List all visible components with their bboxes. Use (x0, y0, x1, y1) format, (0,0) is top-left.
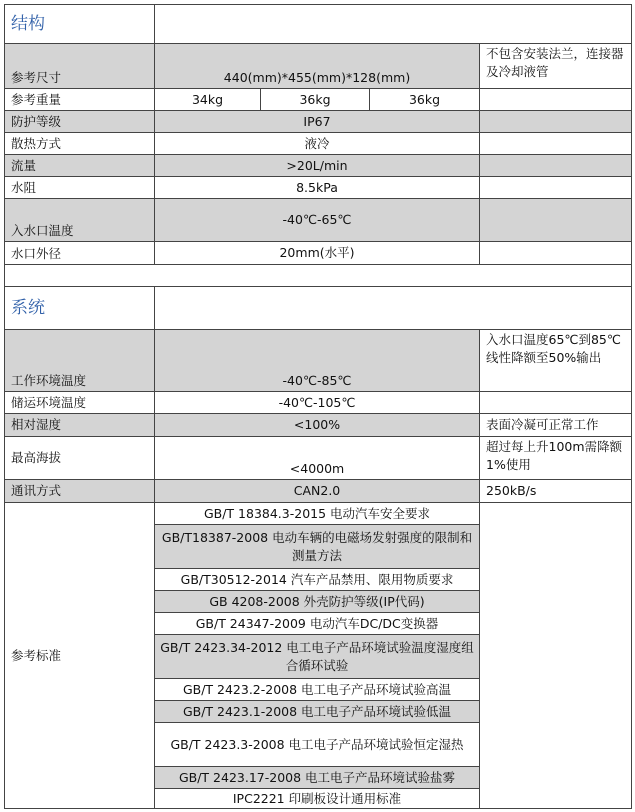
row-value-altitude: <4000m (154, 436, 480, 480)
section-header-blank-2 (154, 286, 632, 330)
row-label-protection: 防护等级 (4, 110, 155, 133)
row-note-storage-temp (479, 391, 632, 414)
row-note-outlet-diameter (479, 241, 632, 265)
row-note-flow (479, 154, 632, 177)
row-label-standards: 参考标准 (4, 502, 155, 809)
standard-item: GB/T30512-2014 汽车产品禁用、限用物质要求 (154, 568, 480, 591)
row-label-humidity: 相对湿度 (4, 413, 155, 437)
row-label-comm: 通讯方式 (4, 479, 155, 503)
row-value-weight-2: 36kg (260, 88, 370, 111)
row-value-protection: IP67 (154, 110, 480, 133)
standard-item: GB/T18387-2008 电动车辆的电磁场发射强度的限制和测量方法 (154, 524, 480, 569)
row-value-cooling: 液冷 (154, 132, 480, 155)
row-value-outlet-diameter: 20mm(水平) (154, 241, 480, 265)
row-note-inlet-temp (479, 198, 632, 242)
row-note-resistance (479, 176, 632, 199)
row-value-size: 440(mm)*455(mm)*128(mm) (154, 43, 480, 89)
row-label-weight: 参考重量 (4, 88, 155, 111)
standard-item: GB/T 2423.3-2008 电工电子产品环境试验恒定湿热 (154, 722, 480, 767)
row-value-flow: >20L/min (154, 154, 480, 177)
section-title-structure: 结构 (4, 4, 155, 44)
row-note-altitude: 超过每上升100m需降额1%使用 (479, 436, 632, 480)
row-label-outlet-diameter: 水口外径 (4, 241, 155, 265)
standard-item: GB/T 18384.3-2015 电动汽车安全要求 (154, 502, 480, 525)
row-label-size: 参考尺寸 (4, 43, 155, 89)
standard-item: GB/T 2423.17-2008 电工电子产品环境试验盐雾 (154, 766, 480, 789)
row-note-humidity: 表面冷凝可正常工作 (479, 413, 632, 437)
row-note-standards (479, 502, 632, 809)
row-value-resistance: 8.5kPa (154, 176, 480, 199)
row-note-comm: 250kB/s (479, 479, 632, 503)
row-label-storage-temp: 储运环境温度 (4, 391, 155, 414)
standard-item: GB/T 2423.34-2012 电工电子产品环境试验温度湿度组合循环试验 (154, 634, 480, 679)
row-label-flow: 流量 (4, 154, 155, 177)
row-label-inlet-temp: 入水口温度 (4, 198, 155, 242)
row-label-resistance: 水阻 (4, 176, 155, 199)
row-value-storage-temp: -40℃-105℃ (154, 391, 480, 414)
standard-item: IPC2221 印刷板设计通用标准 (154, 788, 480, 809)
row-note-work-temp: 入水口温度65℃到85℃线性降额至50%输出 (479, 329, 632, 392)
row-note-cooling (479, 132, 632, 155)
row-label-altitude: 最高海拔 (4, 436, 155, 480)
standard-item: GB/T 24347-2009 电动汽车DC/DC变换器 (154, 612, 480, 635)
row-label-cooling: 散热方式 (4, 132, 155, 155)
standard-item: GB/T 2423.1-2008 电工电子产品环境试验低温 (154, 700, 480, 723)
section-header-blank (154, 4, 632, 44)
row-value-weight-3: 36kg (369, 88, 480, 111)
standard-item: GB/T 2423.2-2008 电工电子产品环境试验高温 (154, 678, 480, 701)
row-value-weight-1: 34kg (154, 88, 261, 111)
row-value-humidity: <100% (154, 413, 480, 437)
row-note-protection (479, 110, 632, 133)
standard-item: GB 4208-2008 外壳防护等级(IP代码) (154, 590, 480, 613)
row-note-size: 不包含安装法兰，连接器及冷却液管 (479, 43, 632, 89)
row-note-weight (479, 88, 632, 111)
section-title-system: 系统 (4, 286, 155, 330)
row-label-work-temp: 工作环境温度 (4, 329, 155, 392)
row-value-comm: CAN2.0 (154, 479, 480, 503)
row-value-inlet-temp: -40℃-65℃ (154, 198, 480, 242)
row-value-work-temp: -40℃-85℃ (154, 329, 480, 392)
section-spacer (4, 264, 632, 287)
